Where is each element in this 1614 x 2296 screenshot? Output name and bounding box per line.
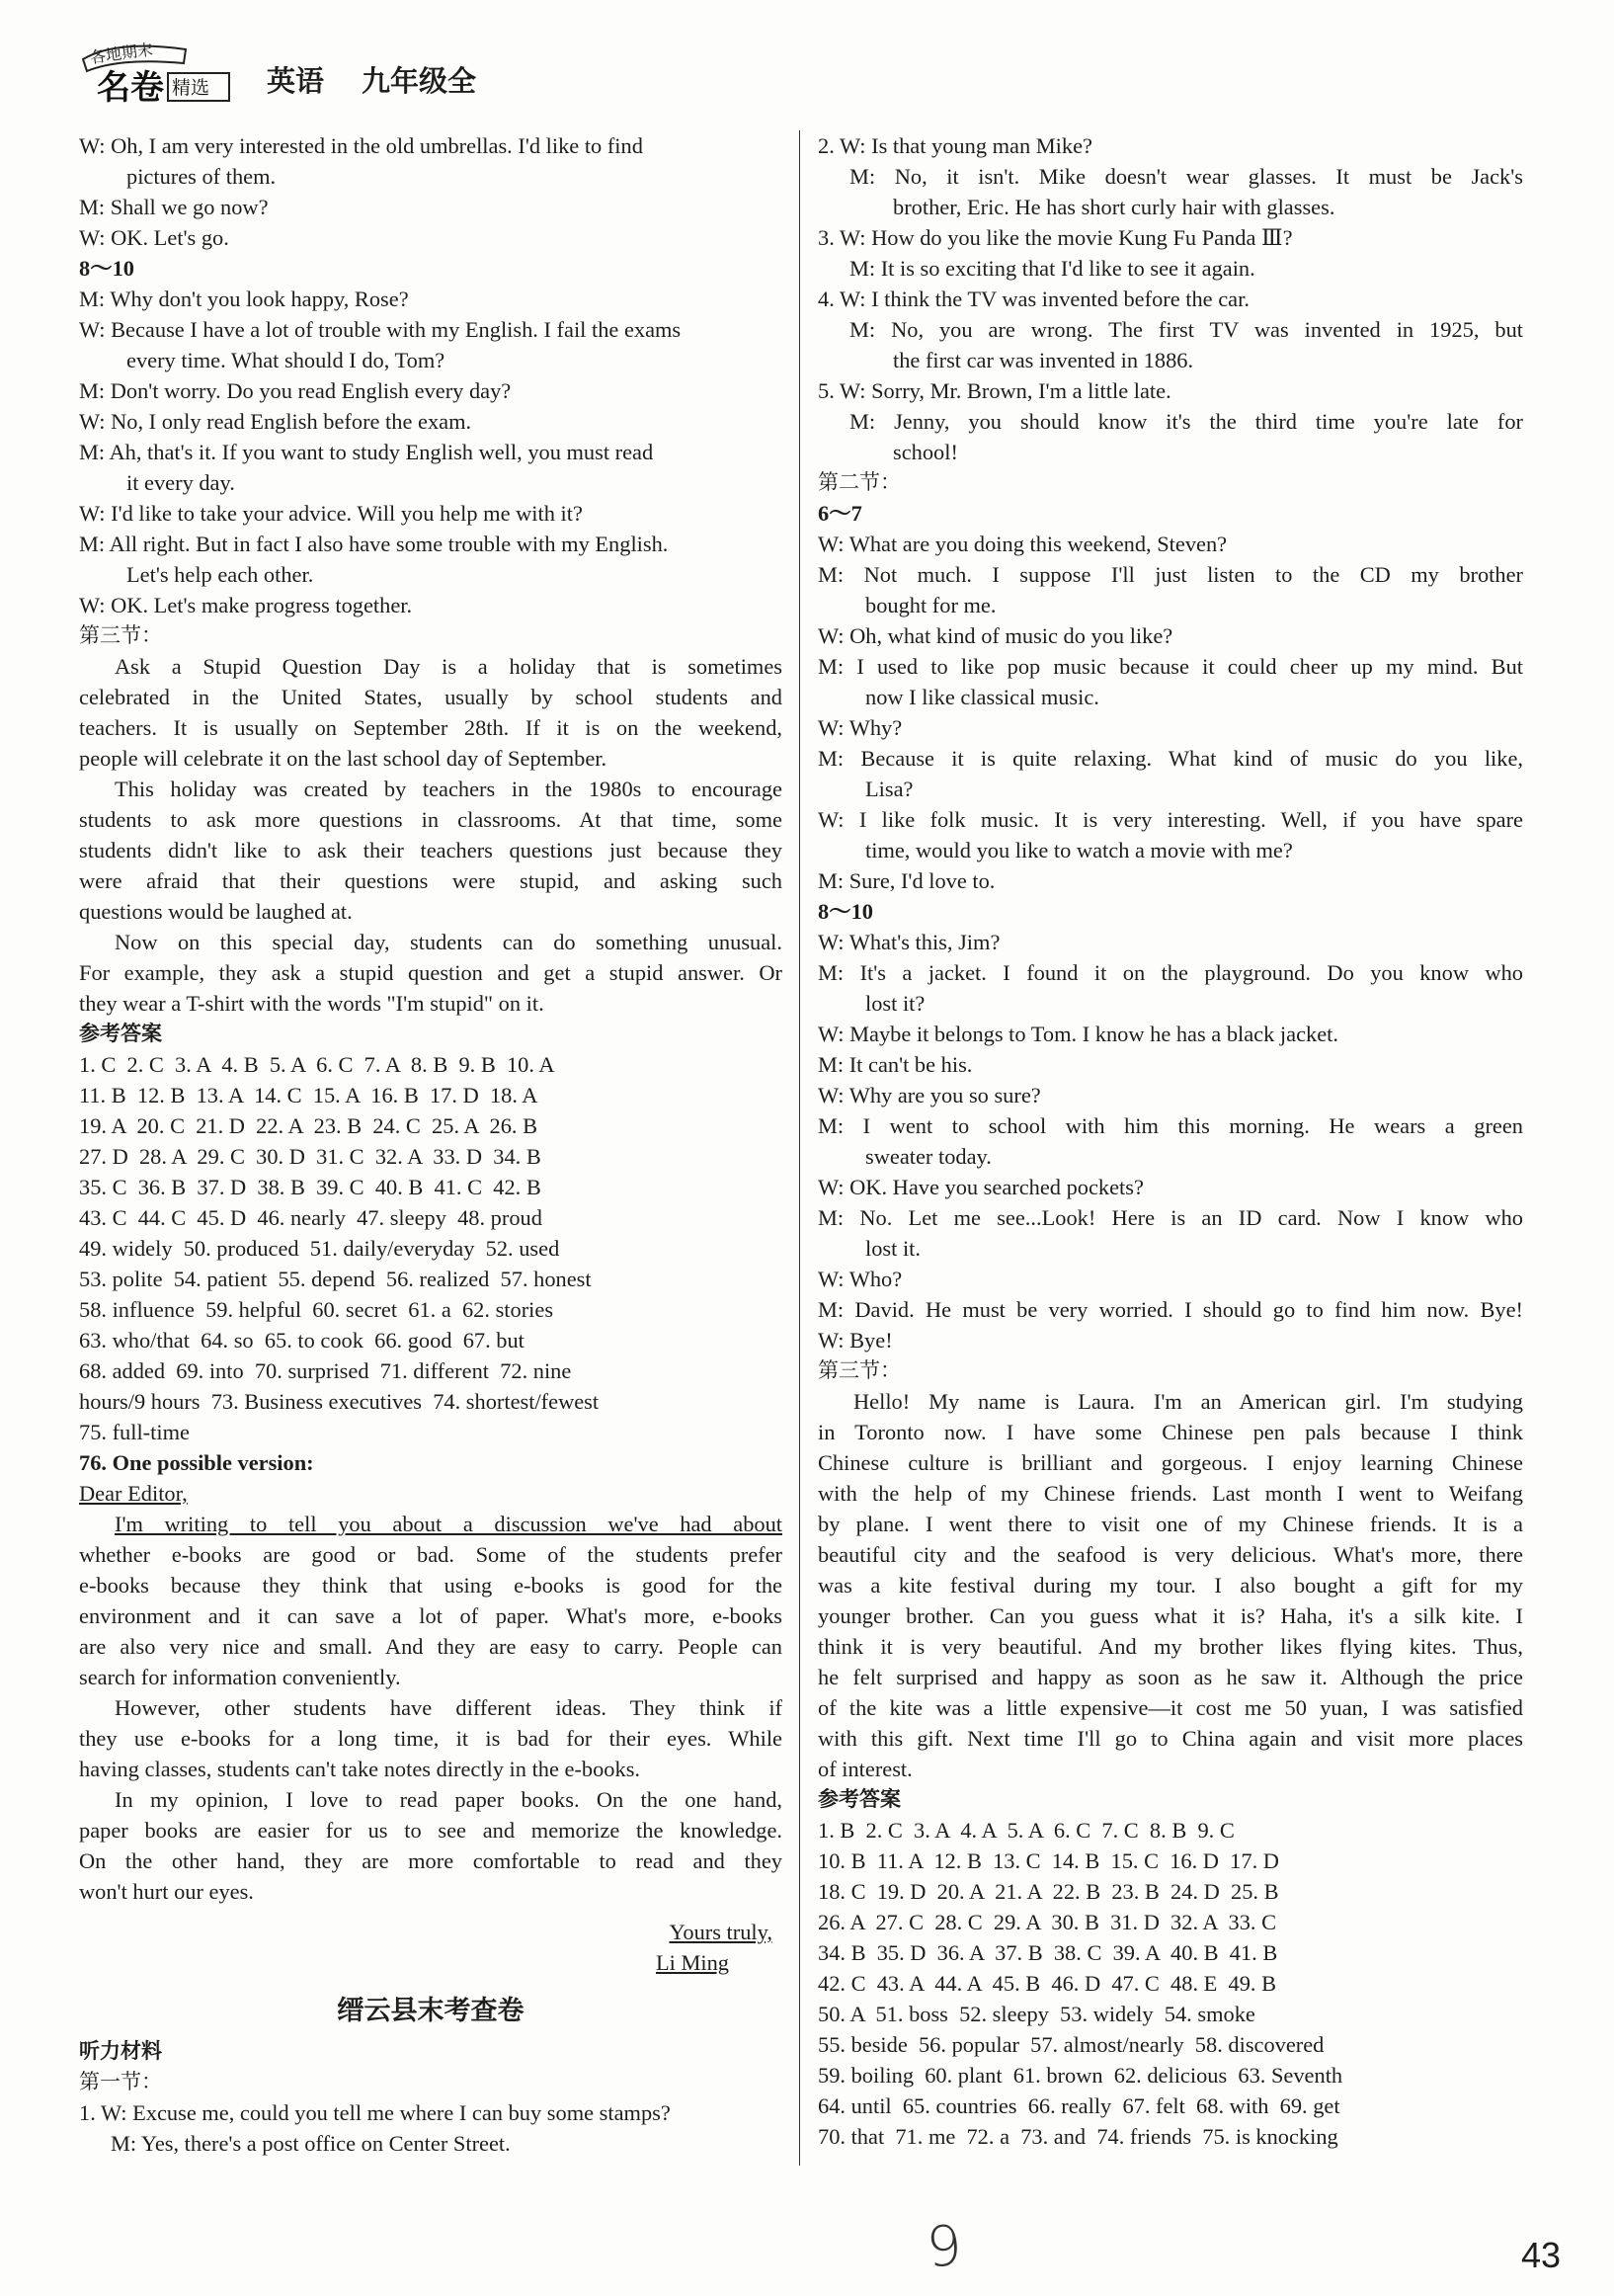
dialog-line: brother, Eric. He has short curly hair with glasses. [893,195,1335,219]
signature: Li Ming [655,1950,729,1975]
answer-row: 68. added 69. into 70. surprised 71. different 72. nine [79,1358,572,1383]
essay-line: won't hurt our eyes. [79,1879,254,1904]
passage-line: students to ask more questions in classrooms. At that time, some [79,807,782,832]
exam-title: 缙云县末考查卷 [337,1996,525,2026]
passage-line: students didn't like to ask their teachers questions just because they [79,838,782,862]
handwritten-mark: 9 [924,2213,964,2281]
dialog-line: M: I used to like pop music because it could cheer up my mind. But [818,654,1523,679]
passage-line: he felt surprised and happy as soon as he saw it. Although the price [818,1665,1523,1689]
answer-row: 18. C 19. D 20. A 21. A 22. B 23. B 24. D 25. B [818,1879,1279,1904]
passage-line: with this gift. Next time I'll go to China again and visit more places [818,1726,1523,1751]
dialog-line: M: No, it isn't. Mike doesn't wear glasses. It must be Jack's [849,164,1523,189]
answer-row: 35. C 36. B 37. D 38. B 39. C 40. B 41. C 42. B [79,1175,541,1199]
passage-line: celebrated in the United States, usually by school students and [79,685,782,709]
dialog-line: M: No. Let me see...Look! Here is an ID card. Now I know who [818,1205,1523,1230]
dialog-line: lost it. [865,1236,921,1261]
dialog-line: M: Why don't you look happy, Rose? [79,287,409,311]
dialog-line: W: Bye! [818,1328,893,1353]
essay-line: In my opinion, I love to read paper books. On the one hand, [115,1787,782,1812]
passage-line: they wear a T-shirt with the words "I'm stupid" on it. [79,991,544,1016]
dialog-line: 5. W: Sorry, Mr. Brown, I'm a little late. [818,378,1171,403]
answer-row: 70. that 71. me 72. a 73. and 74. friends 75. is knocking [818,2124,1338,2149]
dialog-line: M: It can't be his. [818,1052,973,1077]
answer-row: 1. C 2. C 3. A 4. B 5. A 6. C 7. A 8. B 9. B 10. A [79,1052,555,1077]
version-title: 76. One possible version: [79,1450,314,1475]
dialog-line: M: Sure, I'd love to. [818,868,996,893]
salutation: Dear Editor, [79,1481,188,1506]
passage-line: Hello! My name is Laura. I'm an American girl. I'm studying [853,1389,1523,1414]
dialog-line: W: What are you doing this weekend, Steven? [818,532,1228,556]
dialog-line: pictures of them. [126,164,277,189]
dialog-line: now I like classical music. [865,685,1099,709]
dialog-line: M: Don't worry. Do you read English every day? [79,378,512,403]
answer-row: 64. until 65. countries 66. really 67. felt 68. with 69. get [818,2093,1340,2118]
dialog-line: M: Yes, there's a post office on Center Street. [111,2131,511,2156]
dialog-line: 3. W: How do you like the movie Kung Fu Panda Ⅲ? [818,225,1293,250]
essay-line: they use e-books for a long time, it is bad for their eyes. While [79,1726,782,1751]
dialog-line: W: Oh, I am very interested in the old umbrellas. I'd like to find [79,133,643,158]
answer-row: 1. B 2. C 3. A 4. A 5. A 6. C 7. C 8. B 9. C [818,1818,1235,1843]
passage-line: questions would be laughed at. [79,899,353,924]
section-heading: 第一节： [79,2070,162,2093]
dialog-line: M: I went to school with him this morning. He wears a green [818,1113,1523,1138]
dialog-line: time, would you like to watch a movie with me? [865,838,1293,862]
grade-label: 九年级全 [362,64,477,98]
dialog-line: W: OK. Let's make progress together. [79,593,413,617]
dialog-line: bought for me. [865,593,997,617]
section-heading: 第三节： [818,1358,901,1382]
book-logo [77,40,255,107]
page-number: 43 [1521,2235,1562,2275]
answer-row: 53. polite 54. patient 55. depend 56. realized 57. honest [79,1267,592,1291]
svg-text:精选: 精选 [172,77,210,99]
dialog-line: 1. W: Excuse me, could you tell me where I can buy some stamps? [79,2100,671,2125]
dialog-line: W: Why are you so sure? [818,1083,1041,1107]
dialog-line: sweater today. [865,1144,992,1169]
passage-line: beautiful city and the seafood is very delicious. What's more, there [818,1542,1523,1567]
closing: Yours truly, [669,1920,772,1944]
dialog-line: M: Ah, that's it. If you want to study English well, you must read [79,440,654,464]
dialog-line: Let's help each other. [126,562,314,587]
answer-row: 34. B 35. D 36. A 37. B 38. C 39. A 40. B 41. B [818,1940,1278,1965]
passage-line: of the kite was a little expensive—it cost me 50 yuan, I was satisfied [818,1695,1523,1720]
dialog-line: W: Because I have a lot of trouble with my English. I fail the exams [79,317,682,342]
essay-line: paper books are easier for us to see and memorize the knowledge. [79,1818,782,1843]
answer-row: 50. A 51. boss 52. sleepy 53. widely 54. smoke [818,2002,1255,2026]
dialog-line: W: Maybe it belongs to Tom. I know he has a black jacket. [818,1022,1338,1046]
essay-line: search for information conveniently. [79,1665,401,1689]
section-heading: 第三节： [79,623,162,647]
section-heading: 第二节： [818,470,901,494]
passage-line: think it is very beautiful. And my brother likes flying kites. Thus, [818,1634,1523,1659]
passage-line: teachers. It is usually on September 28th. If it is on the weekend, [79,715,782,740]
answer-row: 26. A 27. C 28. C 29. A 30. B 31. D 32. A 33. C [818,1910,1277,1934]
answer-row: 63. who/that 64. so 65. to cook 66. good 67. but [79,1328,525,1353]
dialog-line: W: What's this, Jim? [818,930,1001,954]
dialog-line: M: Shall we go now? [79,195,269,219]
dialog-line: W: I like folk music. It is very interesting. Well, if you have spare [818,807,1523,832]
dialog-line: school! [893,440,958,464]
dialog-line: W: Oh, what kind of music do you like? [818,623,1173,648]
answer-row: hours/9 hours 73. Business executives 74. shortest/fewest [79,1389,600,1414]
answer-row: 59. boiling 60. plant 61. brown 62. delicious 63. Seventh [818,2063,1343,2088]
dialog-line: W: I'd like to take your advice. Will you help me with it? [79,501,583,526]
dialog-line: M: It's a jacket. I found it on the playground. Do you know who [818,960,1523,985]
dialog-line: W: OK. Have you searched pockets? [818,1175,1144,1199]
dialog-line: the first car was invented in 1886. [893,348,1194,372]
section-range: 8～10 [818,899,873,924]
answer-row: 42. C 43. A 44. A 45. B 46. D 47. C 48. E 49. B [818,1971,1277,1996]
right-column [818,130,1523,2152]
passage-line: by plane. I went there to visit one of my Chinese friends. It is a [818,1512,1523,1536]
dialog-line: 2. W: Is that young man Mike? [818,133,1092,158]
answer-row: 75. full-time [79,1420,190,1444]
answer-row: 19. A 20. C 21. D 22. A 23. B 24. C 25. A 26. B [79,1113,538,1138]
dialog-line: M: David. He must be very worried. I should go to find him now. Bye! [818,1297,1523,1322]
answer-row: 58. influence 59. helpful 60. secret 61. a 62. stories [79,1297,554,1322]
passage-line: in Toronto now. I have some Chinese pen pals because I think [818,1420,1523,1444]
passage-line: Chinese culture is brilliant and gorgeous. I enjoy learning Chinese [818,1450,1523,1475]
dialog-line: M: No, you are wrong. The first TV was invented in 1925, but [849,317,1523,342]
dialog-line: every time. What should I do, Tom? [126,348,445,372]
passage-line: younger brother. Can you guess what it is? Haha, it's a silk kite. I [818,1603,1523,1628]
dialog-line: M: Not much. I suppose I'll just listen to the CD my brother [818,562,1523,587]
answer-key-title: 参考答案 [818,1787,901,1811]
dialog-line: Lisa? [865,777,914,801]
section-range: 6～7 [818,501,862,526]
passage-line: of interest. [818,1757,913,1781]
dialog-line: W: OK. Let's go. [79,225,229,250]
listening-heading: 听力材料 [79,2039,162,2063]
passage-line: people will celebrate it on the last school day of September. [79,746,607,771]
dialog-line: it every day. [126,470,235,495]
answer-key-title: 参考答案 [79,1022,162,1045]
passage-line: This holiday was created by teachers in the 1980s to encourage [115,777,782,801]
passage-line: with the help of my Chinese friends. Last month I went to Weifang [818,1481,1523,1506]
left-column [79,130,782,2159]
dialog-line: M: Jenny, you should know it's the third time you're late for [849,409,1523,434]
essay-line: On the other hand, they are more comfortable to read and they [79,1848,782,1873]
essay-line: environment and it can save a lot of paper. What's more, e-books [79,1603,782,1628]
essay-line: having classes, students can't take notes directly in the e-books. [79,1757,641,1781]
essay-line: are also very nice and small. And they are easy to carry. People can [79,1634,782,1659]
dialog-line: W: No, I only read English before the exam. [79,409,472,434]
dialog-line: M: All right. But in fact I also have some trouble with my English. [79,532,669,556]
answer-row: 11. B 12. B 13. A 14. C 15. A 16. B 17. D 18. A [79,1083,538,1107]
column-divider [799,130,800,2166]
subject-label: 英语 [267,64,325,98]
essay-line: I'm writing to tell you about a discussion we've had about [115,1512,782,1536]
dialog-line: W: Why? [818,715,903,740]
essay-line: whether e-books are good or bad. Some of the students prefer [79,1542,782,1567]
answer-row: 55. beside 56. popular 57. almost/nearly 58. discovered [818,2032,1325,2057]
passage-line: Ask a Stupid Question Day is a holiday that is sometimes [115,654,782,679]
page-header [77,40,1539,109]
answer-row: 27. D 28. A 29. C 30. D 31. C 32. A 33. D 34. B [79,1144,541,1169]
dialog-line: M: It is so exciting that I'd like to see it again. [849,256,1255,281]
dialog-line: M: Because it is quite relaxing. What kind of music do you like, [818,746,1523,771]
answer-row: 10. B 11. A 12. B 13. C 14. B 15. C 16. D 17. D [818,1848,1279,1873]
dialog-line: lost it? [865,991,926,1016]
answer-row: 49. widely 50. produced 51. daily/everyday 52. used [79,1236,560,1261]
svg-text:名卷: 名卷 [97,68,164,107]
passage-line: were afraid that their questions were stupid, and asking such [79,868,782,893]
section-range: 8～10 [79,256,134,281]
passage-line: For example, they ask a stupid question and get a stupid answer. Or [79,960,782,985]
passage-line: Now on this special day, students can do something unusual. [115,930,782,954]
dialog-line: 4. W: I think the TV was invented before the car. [818,287,1250,311]
passage-line: was a kite festival during my tour. I also bought a gift for my [818,1573,1523,1598]
dialog-line: W: Who? [818,1267,903,1291]
answer-row: 43. C 44. C 45. D 46. nearly 47. sleepy 48. proud [79,1205,542,1230]
essay-line: e-books because they think that using e-books is good for the [79,1573,782,1598]
svg-text:各地期末: 各地期末 [88,40,154,67]
essay-line: However, other students have different ideas. They think if [115,1695,782,1720]
